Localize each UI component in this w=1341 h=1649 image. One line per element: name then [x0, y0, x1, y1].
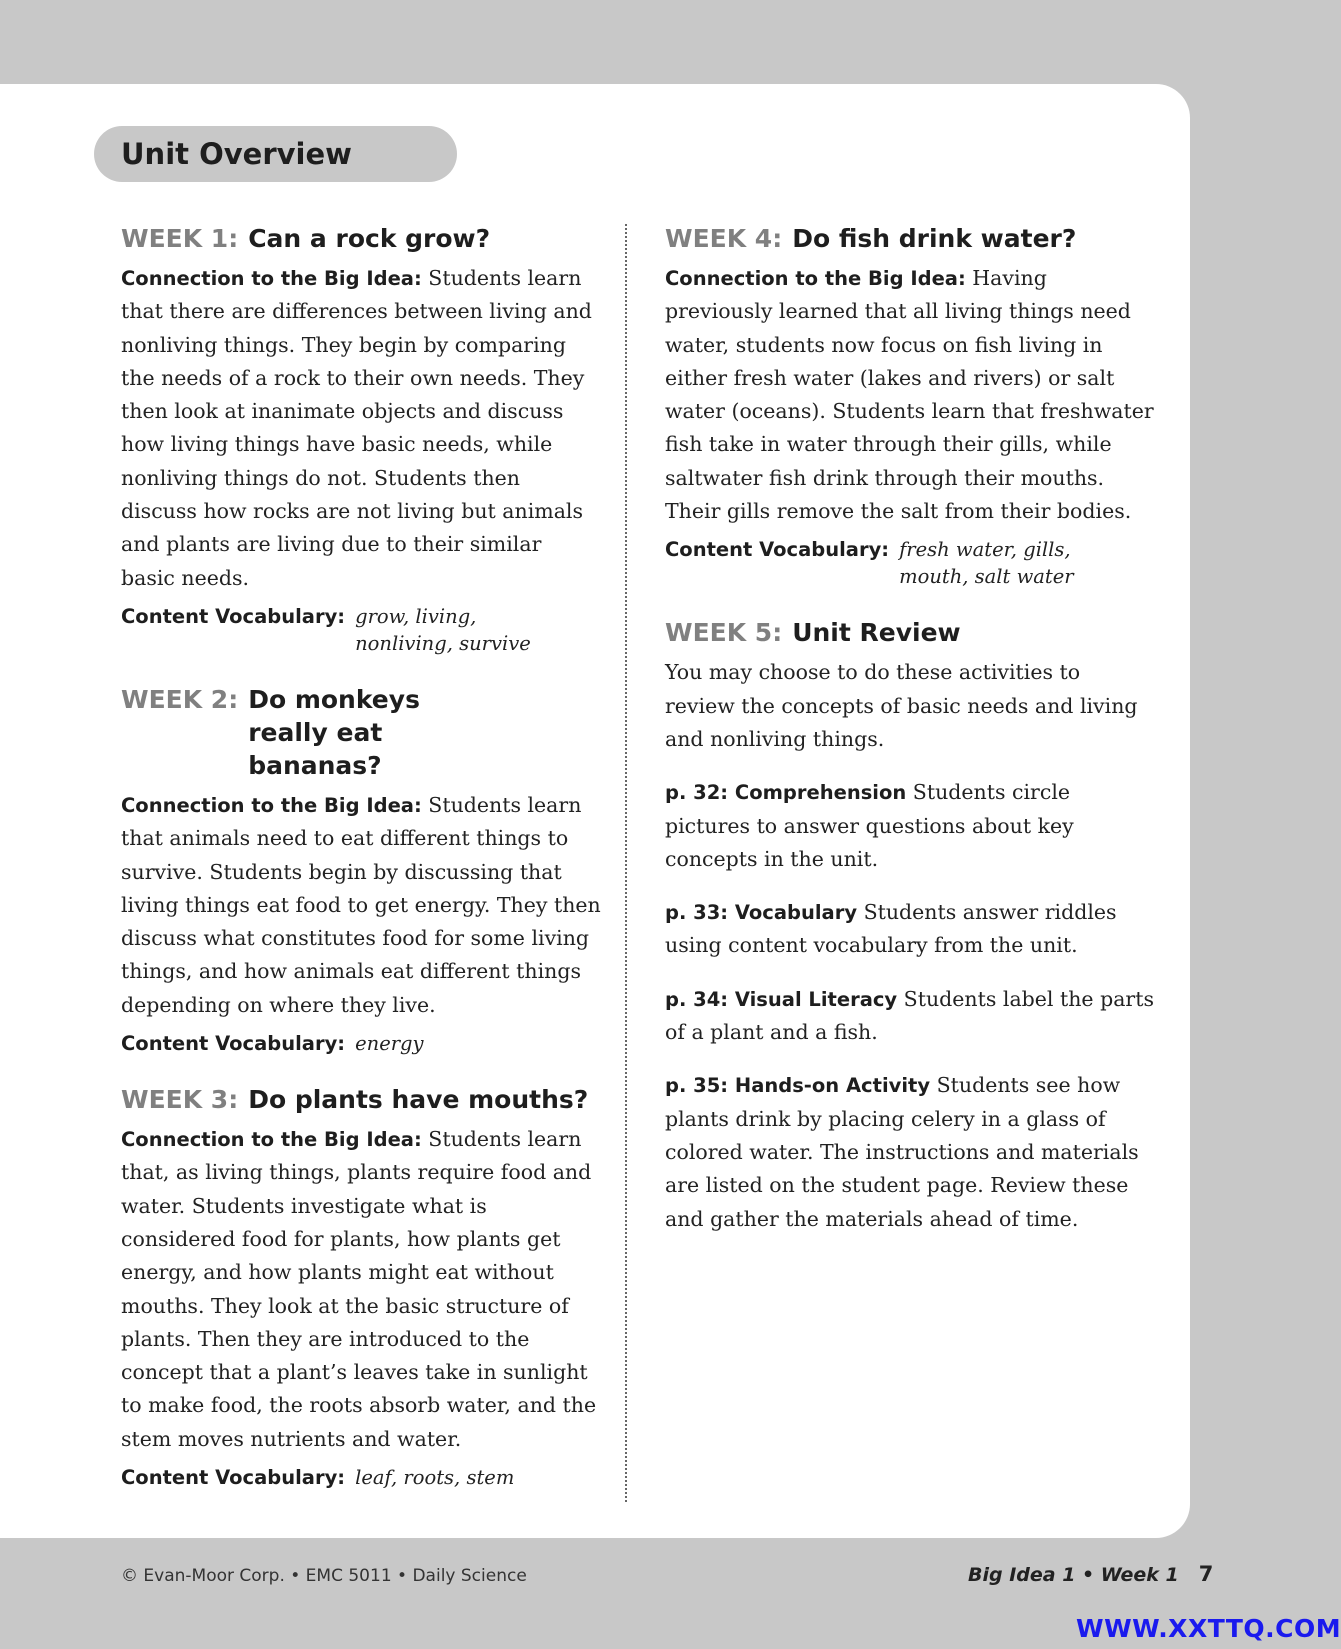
- connection-label: Connection to the Big Idea:: [121, 1128, 422, 1152]
- connection-label: Connection to the Big Idea:: [665, 267, 966, 290]
- footer-big-idea: Big Idea 1 • Week 1: [968, 1564, 1179, 1586]
- page-title: Unit Overview: [121, 137, 352, 171]
- week-2-section: [121, 683, 601, 1057]
- footer-page-info: [968, 1562, 1213, 1586]
- vocabulary-label: Content Vocabulary:: [665, 538, 890, 562]
- week-4-vocabulary: [665, 536, 1155, 590]
- week-3-vocabulary: [121, 1464, 601, 1491]
- watermark-text: WWW.XXTTQ.COM: [1076, 1614, 1341, 1643]
- review-item-text: Students see how plants drink by placing celery in a glass of colored water. The instructions and materials are listed on the student page. Review these and gather the materials ahead of time.: [665, 1073, 1139, 1231]
- left-column: [121, 222, 601, 1517]
- review-item-lead: p. 34: Visual Literacy: [665, 987, 898, 1011]
- week-5-intro: You may choose to do these activities to review the concepts of basic needs and living and nonliving things.: [665, 660, 1138, 751]
- week-5-label: WEEK 5:: [665, 618, 783, 648]
- week-3-label: WEEK 3:: [121, 1085, 239, 1115]
- vocabulary-words: fresh water, gills, mouth, salt water: [899, 538, 1074, 589]
- week-3-section: [121, 1083, 601, 1491]
- connection-label: Connection to the Big Idea:: [121, 267, 422, 290]
- week-5-title: Unit Review: [792, 618, 961, 648]
- connection-text: Students learn that, as living things, plants require food and water. Students investigate what is considered food for plants, how plants get energy, and how plants might eat without mouths. They look at the basic structure of plants. Then they are introduced to the concept that a plant’s leaves take in sunlight to make food, the roots absorb water, and the stem moves nutrients and water.: [121, 1127, 597, 1451]
- review-item-lead: p. 35: Hands-on Activity: [665, 1074, 931, 1098]
- week-4-section: [665, 222, 1155, 590]
- review-item-lead: p. 33: Vocabulary: [665, 901, 858, 925]
- review-item-text: Students answer riddles using content vocabulary from the unit.: [665, 900, 1117, 958]
- week-1-heading: [121, 222, 601, 255]
- review-item-text: Students label the parts of a plant and a fish.: [665, 986, 1154, 1045]
- vocabulary-label: Content Vocabulary:: [121, 1466, 346, 1490]
- footer-copyright: © Evan-Moor Corp. • EMC 5011 • Daily Science: [121, 1566, 527, 1586]
- week-1-connection: [121, 262, 601, 595]
- connection-label: Connection to the Big Idea:: [121, 793, 422, 817]
- connection-text: Having previously learned that all living things need water, students now focus on fish living in either fresh water (lakes and rivers) or salt water (oceans). Students learn that freshwater fish take in water through their gills, while saltwater fish drink through their mouths. Their gills remove the salt from their bodies.: [665, 266, 1154, 524]
- column-divider: [625, 224, 627, 1502]
- vocabulary-label: Content Vocabulary:: [121, 1032, 346, 1056]
- review-item-text: Students circle pictures to answer questions about key concepts in the unit.: [665, 780, 1074, 871]
- review-item-visual-literacy: [665, 983, 1155, 1050]
- review-item-lead: p. 32: Comprehension: [665, 781, 907, 805]
- week-2-connection: [121, 789, 601, 1022]
- week-1-vocabulary: [121, 603, 601, 657]
- week-2-label: WEEK 2:: [121, 684, 239, 714]
- week-4-label: WEEK 4:: [665, 224, 783, 253]
- week-4-heading: [665, 222, 1155, 255]
- right-column: [665, 222, 1155, 1262]
- unit-overview-banner: [94, 126, 457, 182]
- week-1-label: WEEK 1:: [121, 224, 239, 253]
- review-item-vocabulary: [665, 896, 1155, 963]
- week-2-vocabulary: [121, 1030, 601, 1057]
- vocabulary-words: grow, living, nonliving, survive: [355, 604, 531, 655]
- vocabulary-label: Content Vocabulary:: [121, 604, 346, 628]
- week-1-section: [121, 222, 601, 657]
- page-number: 7: [1198, 1562, 1214, 1586]
- review-item-comprehension: [665, 776, 1155, 876]
- week-3-heading: [121, 1083, 601, 1116]
- connection-text: Students learn that there are differences between living and nonliving things. They begin by comparing the needs of a rock to their own needs. They then look at inanimate objects and discuss how living things have basic needs, while nonliving things do not. Students then discuss how rocks are not living but animals and plants are living due to their similar basic needs.: [121, 266, 592, 590]
- week-2-heading: [121, 683, 601, 782]
- week-1-title: Can a rock grow?: [248, 224, 491, 253]
- vocabulary-words: energy: [355, 1032, 424, 1056]
- connection-text: Students learn that animals need to eat different things to survive. Students begin by discussing that living things eat food to get energy. They then discuss what constitutes food for some living things, and how animals eat different things depending on where they live.: [121, 792, 601, 1017]
- week-2-title: Do monkeys really eat bananas?: [248, 684, 420, 780]
- week-3-connection: [121, 1123, 601, 1456]
- week-5-section: [665, 616, 1155, 1235]
- week-3-title: Do plants have mouths?: [248, 1085, 589, 1115]
- week-5-heading: [665, 616, 1155, 649]
- week-4-connection: [665, 262, 1155, 528]
- vocabulary-words: leaf, roots, stem: [355, 1466, 515, 1490]
- review-item-hands-on: [665, 1069, 1155, 1235]
- week-4-title: Do fish drink water?: [792, 224, 1077, 253]
